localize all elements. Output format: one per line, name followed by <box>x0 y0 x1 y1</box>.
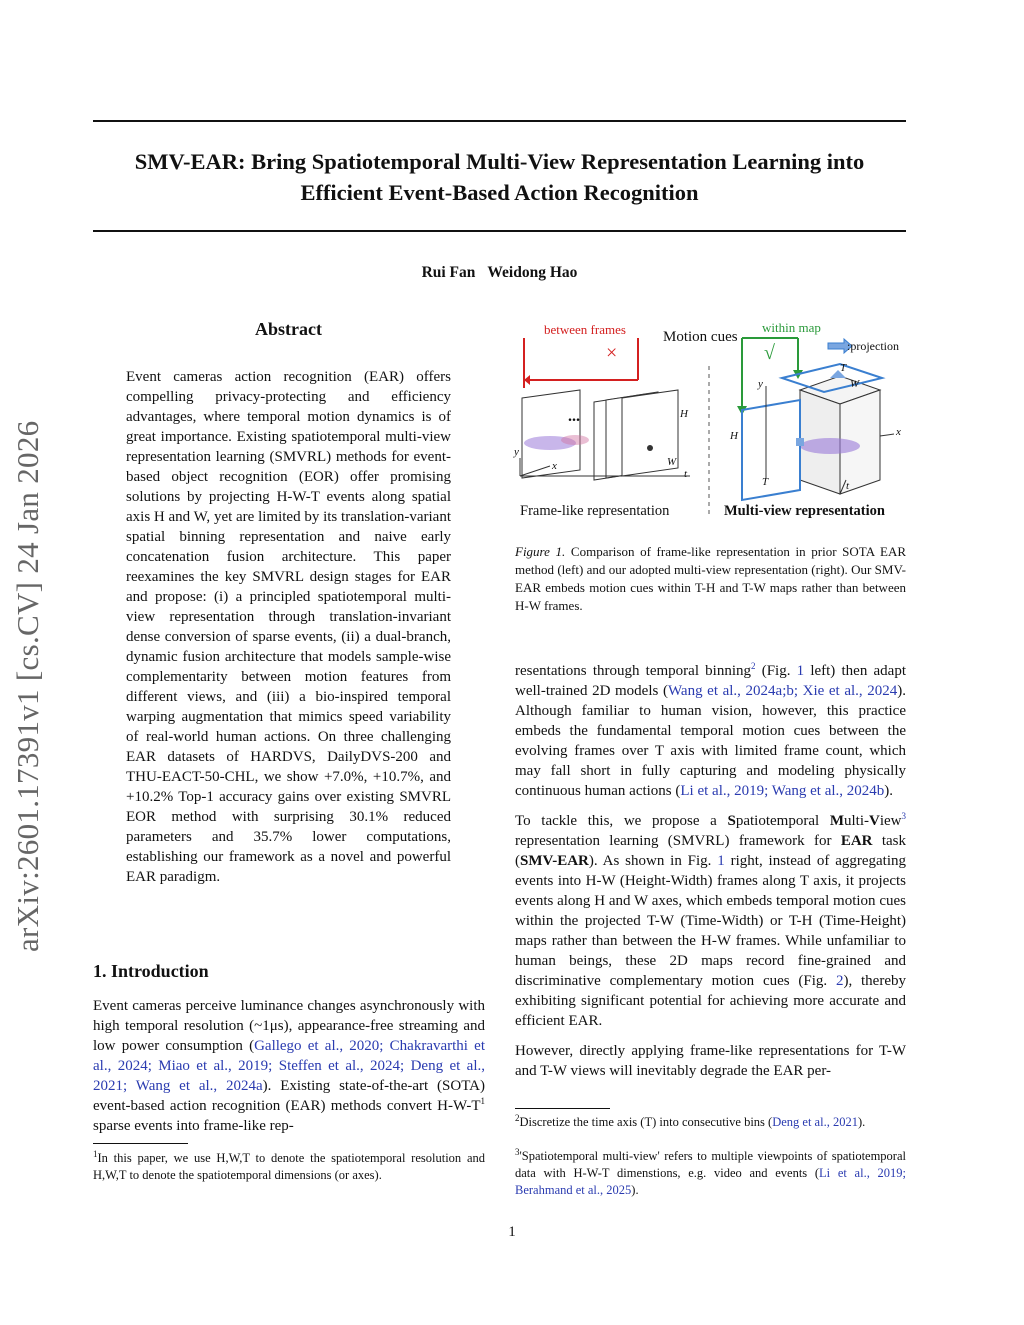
footnote-2 <box>515 1114 906 1131</box>
intro-heading: 1. Introduction <box>93 961 209 981</box>
p2-bold-s: S <box>727 813 736 829</box>
p1-text-b: (Fig. <box>755 663 797 679</box>
event-blob-2 <box>561 435 589 445</box>
right-x-axis <box>880 434 894 436</box>
within-map-label: within map <box>762 320 821 335</box>
right-column-body <box>515 661 906 1091</box>
p1-citations-1[interactable]: Wang et al., 2024a;b; Xie et al., 2024 <box>667 683 898 699</box>
left-axis-t: t <box>684 468 688 480</box>
p2-text-e: ulti- <box>844 813 869 829</box>
p1-text-d: ). Although familiar to human vision, however, this practice embeds the fundamental temporal motion cues between the evolving frames over T axis with limited frame count, which may fall short in fully capturing and modeling physically continuous human actions ( <box>515 683 907 799</box>
footnote-2-text-b: ). <box>857 1115 866 1129</box>
intro-text-2: ). Existing state-of-the-art (SOTA) event-based action recognition (EAR) methods convert H-W-T <box>93 1078 485 1114</box>
footnote-3-citation[interactable]: Li et al., 2019; Berahmand et al., 2025 <box>515 1166 907 1197</box>
frame-like-label: Frame-like representation <box>520 503 670 519</box>
p2-bold-ear: EAR <box>840 833 873 849</box>
footnote-1-text: In this paper, we use H,W,T to denote the spatiotemporal resolution and H,W,T to denote the spatiotemporal dimensions (or axes). <box>93 1151 485 1182</box>
abstract-heading: Abstract <box>255 319 322 339</box>
figure-1-caption <box>515 543 906 615</box>
footnote-3-mark: 3 <box>515 1146 520 1157</box>
footnote-ref-2[interactable]: 2 <box>751 661 756 671</box>
right-axis-T-top: T <box>840 362 847 374</box>
authors <box>93 264 906 282</box>
footnote-ref-3[interactable]: 3 <box>901 811 907 821</box>
fig-1-ref-2[interactable]: 1 <box>717 853 725 869</box>
motion-cues-label: Motion cues <box>663 329 738 345</box>
footnote-rule-right <box>515 1108 610 1109</box>
p2-text-a: To tackle this, we propose a <box>515 813 728 829</box>
figure-1 <box>510 318 910 528</box>
th-projection-arrow <box>796 438 804 446</box>
author-1: Rui Fan <box>421 264 476 281</box>
projection-label: :projection <box>847 339 899 353</box>
author-2: Weidong Hao <box>487 264 578 281</box>
fig-1-ref[interactable]: 1 <box>796 663 805 679</box>
right-axis-H: H <box>730 430 738 442</box>
paragraph-2 <box>515 811 906 1031</box>
left-axis-H: H <box>680 408 688 420</box>
right-axis-W: W <box>850 378 860 390</box>
paper-title <box>93 146 906 208</box>
p1-text-a: resentations through temporal binning <box>515 663 752 679</box>
caption-label: Figure 1. <box>515 544 566 559</box>
event-blob-3 <box>647 445 653 451</box>
title-bottom-rule <box>93 230 906 232</box>
p1-text-e: ). <box>884 783 894 799</box>
p2-bold-m: M <box>829 813 844 829</box>
cross-mark: × <box>606 342 618 364</box>
title-line-2: Efficient Event-Based Action Recognition <box>300 180 699 205</box>
left-axis-x: x <box>552 460 557 472</box>
footnote-3 <box>515 1148 906 1199</box>
top-rule <box>93 120 906 122</box>
intro-text-3: sparse events into frame-like rep- <box>93 1118 294 1134</box>
th-map <box>742 400 800 500</box>
p2-text-c: patiotemporal <box>735 813 830 829</box>
p2-text-m: right, instead of aggregating events into H-W (Height-Width) frames along T axis, it projects events along H and W axes, which embeds temporal motion cues within the projected T-W (Time-Width) or T-H (Time-Height) maps rather than between the H-W frames. While unfamiliar to human beings, these 2D maps record fine-grained and discriminative complementary motion cues (Fig. <box>515 853 907 989</box>
right-axis-y: y <box>758 378 763 390</box>
p2-bold-smv-ear: SMV-EAR <box>520 853 589 869</box>
footnote-rule-left <box>93 1143 188 1144</box>
footnote-ref-1[interactable]: 1 <box>480 1096 485 1106</box>
right-axis-T-left: T <box>762 476 769 488</box>
arxiv-watermark: arXiv:2601.17391v1 [cs.CV] 24 Jan 2026 <box>10 420 45 952</box>
left-axis-y: y <box>514 446 519 458</box>
footnote-1-mark: 1 <box>93 1148 98 1159</box>
footnote-3-text-b: ). <box>631 1183 639 1197</box>
between-frames-label: between frames <box>544 322 626 337</box>
footnote-2-citation[interactable]: Deng et al., 2021 <box>772 1115 858 1129</box>
frame-1 <box>522 390 580 478</box>
frames-ellipsis: ... <box>568 408 580 425</box>
p2-text-j: task ( <box>515 833 906 869</box>
paragraph-1 <box>515 661 906 801</box>
footnote-2-text-a: Discretize the time axis (T) into consecutive bins ( <box>519 1115 773 1129</box>
p2-text-h: representation learning (SMVRL) framework for <box>515 833 841 849</box>
multi-view-label: Multi-view representation <box>724 503 885 519</box>
right-axis-t: t <box>846 480 850 492</box>
p1-text-c: left) then adapt well-trained 2D models ( <box>515 663 906 699</box>
right-axis-x: x <box>896 426 901 438</box>
intro-paragraph <box>93 996 485 1136</box>
p2-text-n: ), thereby exhibiting significant potential for achieving more accurate and efficient EAR. <box>515 973 906 1029</box>
cube-event-blob <box>800 438 860 454</box>
fig-2-ref[interactable]: 2 <box>835 973 844 989</box>
page-number: 1 <box>508 1224 516 1240</box>
intro-citations[interactable]: Gallego et al., 2020; Chakravarthi et al., 2024; Miao et al., 2019; Steffen et al., 2024; Deng et al., 2021; Wang et al., 2024a <box>93 1038 485 1094</box>
caption-text: Comparison of frame-like representation in prior SOTA EAR method (left) and our adopted multi-view representation (right). Our SMV-EAR embeds motion cues within T-H and T-W maps rather than between H-W frames. <box>515 544 906 613</box>
p1-citations-2[interactable]: Li et al., 2019; Wang et al., 2024b <box>680 783 885 799</box>
p2-bold-v: V <box>869 813 880 829</box>
footnote-3-text-a: 'Spatiotemporal multi-view' refers to multiple viewpoints of spatiotemporal data with H-W-T dimenstions, e.g. video and events ( <box>515 1149 906 1180</box>
left-axis-W: W <box>667 456 677 468</box>
abstract-text: Event cameras action recognition (EAR) offers compelling privacy-protecting and efficiency advantages, where temporal motion dynamics is of great importance. Existing spatiotemporal multi-view representation learning (SMVRL) methods for event-based object recognition (EOR) offer promising solutions by projecting H-W-T events along spatial axis H and W, yet are limited by its translation-variant spatial binning representation and naive early concatenation fusion architecture. This paper reexamines the key SMVRL design stages for EAR and propose: (i) a principled spatiotemporal multi-view representation through translation-invariant dense conversion of sparse events, (ii) a dual-branch, dynamic fusion architecture that models sample-wise complementarity between motion features from different views, and (iii) a bio-inspired temporal warping augmentation that mimics speed variability of real-world human actions. On three challenging EAR datasets of HARDVS, DailyDVS-200 and THU-EACT-50-CHL, we show +7.0%, +10.7%, and +10.2% Top-1 accuracy gains over existing SMVRL EOR method with surprising 30.1% reduced parameters and 35.7% lower computations, establishing our framework as a novel and powerful EAR paradigm. <box>126 369 451 885</box>
p2-text-l: ). As shown in Fig. <box>588 853 718 869</box>
intro-text-1: Event cameras perceive luminance changes asynchronously with high temporal resolution (~1μs), appearance-free streaming and low power consumption ( <box>93 998 485 1054</box>
title-line-1: SMV-EAR: Bring Spatiotemporal Multi-View Representation Learning into <box>134 149 865 174</box>
paragraph-3: However, directly applying frame-like representations for T-W and T-W views will inevitably degrade the EAR per- <box>515 1043 906 1079</box>
footnote-1 <box>93 1150 485 1184</box>
check-mark: √ <box>764 342 775 364</box>
p2-text-g: iew <box>879 813 902 829</box>
footnote-2-mark: 2 <box>515 1112 520 1123</box>
